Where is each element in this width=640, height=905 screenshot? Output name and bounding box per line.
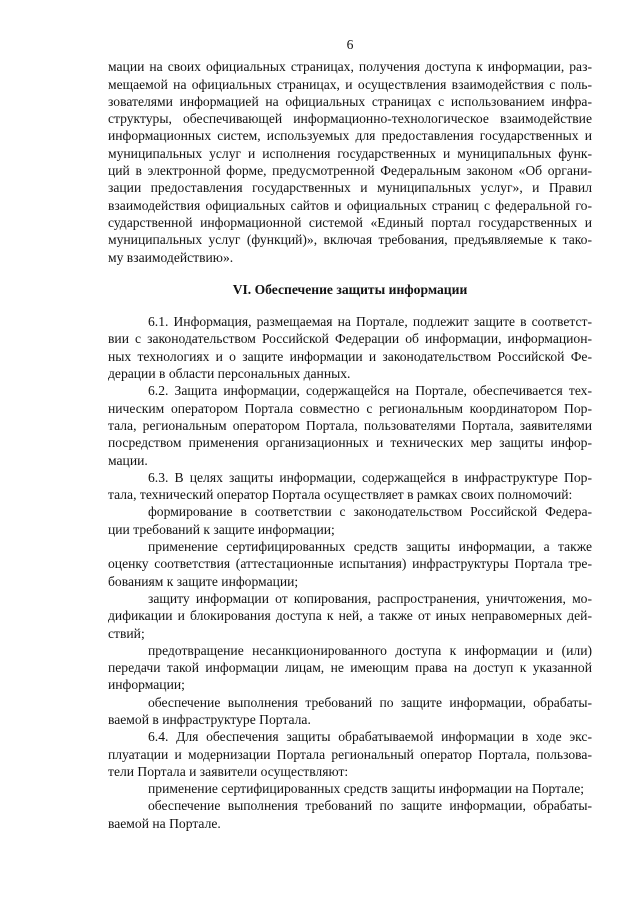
list-item	[108, 694, 592, 729]
text-line: дерации в области персональных данных.	[108, 366, 351, 382]
text-line: вии с законодательством Российской Федерации об информации, информацион-	[108, 331, 592, 347]
paragraph-6-3	[108, 469, 592, 504]
text-line: мещаемой на официальных страницах, и осуществления взаимодействия с поль-	[108, 76, 592, 92]
text-line: ническим оператором Портала совместно с региональным координатором Пор-	[108, 400, 592, 416]
text-line: применение сертифицированных средств защиты информации на Портале;	[148, 781, 585, 797]
text-line: ствий;	[108, 625, 145, 641]
text-line: взаимодействия официальных сайтов и официальных страниц с федеральной го-	[108, 197, 592, 213]
text-line: 6.4. Для обеспечения защиты обрабатываемой информации в ходе экс-	[148, 729, 592, 745]
text-line: информационных систем, используемых для предоставления государственных и	[108, 128, 592, 144]
text-line: зователями информацией на официальных страницах с использованием инфра-	[108, 93, 592, 109]
list-item	[108, 538, 592, 590]
text-line: оценку соответствия (аттестационные испытания) инфраструктуры Портала тре-	[108, 556, 592, 572]
paragraph-6-1	[108, 313, 592, 382]
text-line: муниципальных услуг и исполнения государственных и муниципальных функ-	[108, 145, 592, 161]
page-number: 6	[346, 37, 354, 52]
text-line: сударственной информационной системой «Единый портал государственных и	[108, 214, 592, 230]
text-line: информации;	[108, 677, 185, 693]
text-line: посредством применения организационных и технических мер защиты инфор-	[108, 435, 592, 451]
paragraph-6-2	[108, 382, 592, 468]
text-line: муниципальных услуг (функций)», включая требования, предъявляемые к тако-	[108, 232, 592, 248]
text-line: применение сертифицированных средств защиты информации, а также	[148, 539, 592, 555]
text-line: ваемой на Портале.	[108, 815, 221, 831]
text-line: 6.1. Информация, размещаемая на Портале, подлежит защите в соответст-	[148, 314, 592, 330]
text-line: ных технологиях и о защите информации и законодательством Российской Фе-	[108, 348, 592, 364]
intro-paragraph	[108, 58, 592, 266]
list-item	[108, 590, 592, 642]
text-line: 6.2. Защита информации, содержащейся на Портале, обеспечивается тех-	[148, 383, 592, 399]
text-line: передачи такой информации лицам, не имеющим права на доступ к указанной	[108, 660, 592, 676]
list-item	[108, 780, 592, 797]
text-line: бованиям к защите информации;	[108, 573, 299, 589]
text-line: предотвращение несанкционированного доступа к информации и (или)	[148, 642, 592, 658]
text-line: мации.	[108, 452, 148, 468]
list-item	[108, 797, 592, 832]
list-item	[108, 642, 592, 694]
text-line: структуры, обеспечивающей информационно-технологическое взаимодействие	[108, 111, 592, 127]
list-item	[108, 503, 592, 538]
text-line: ций в электронной форме, предусмотренной Федеральным законом «Об органи-	[108, 163, 592, 179]
text-line: ваемой в инфраструктуре Портала.	[108, 711, 311, 727]
text-line: плуатации и модернизации Портала региональный оператор Портала, пользова-	[108, 746, 592, 762]
text-line: тала, региональным оператором Портала, пользователями Портала, заявителями	[108, 417, 592, 433]
text-line: формирование в соответствии с законодательством Российской Федера-	[148, 504, 592, 520]
text-line: тели Портала и заявители осуществляют:	[108, 763, 349, 779]
text-line: обеспечение выполнения требований по защите информации, обрабаты-	[148, 798, 592, 814]
text-line: обеспечение выполнения требований по защите информации, обрабаты-	[148, 694, 592, 710]
text-line: ции требований к защите информации;	[108, 521, 335, 537]
text-line: защиту информации от копирования, распространения, уничтожения, мо-	[148, 590, 592, 606]
paragraph-6-4	[108, 728, 592, 780]
text-line: му взаимодействию».	[108, 249, 234, 265]
section-heading: VI. Обеспечение защиты информации	[232, 281, 468, 297]
text-line: дификации и блокирования доступа к ней, а также от иных неправомерных дей-	[108, 608, 592, 624]
text-line: зации предоставления государственных и муниципальных услуг», и Правил	[108, 180, 592, 196]
text-line: мации на своих официальных страницах, получения доступа к информации, раз-	[108, 59, 592, 75]
text-line: тала, технический оператор Портала осуществляет в рамках своих полномочий:	[108, 487, 573, 503]
text-line: 6.3. В целях защиты информации, содержащейся в инфраструктуре Пор-	[148, 469, 592, 485]
